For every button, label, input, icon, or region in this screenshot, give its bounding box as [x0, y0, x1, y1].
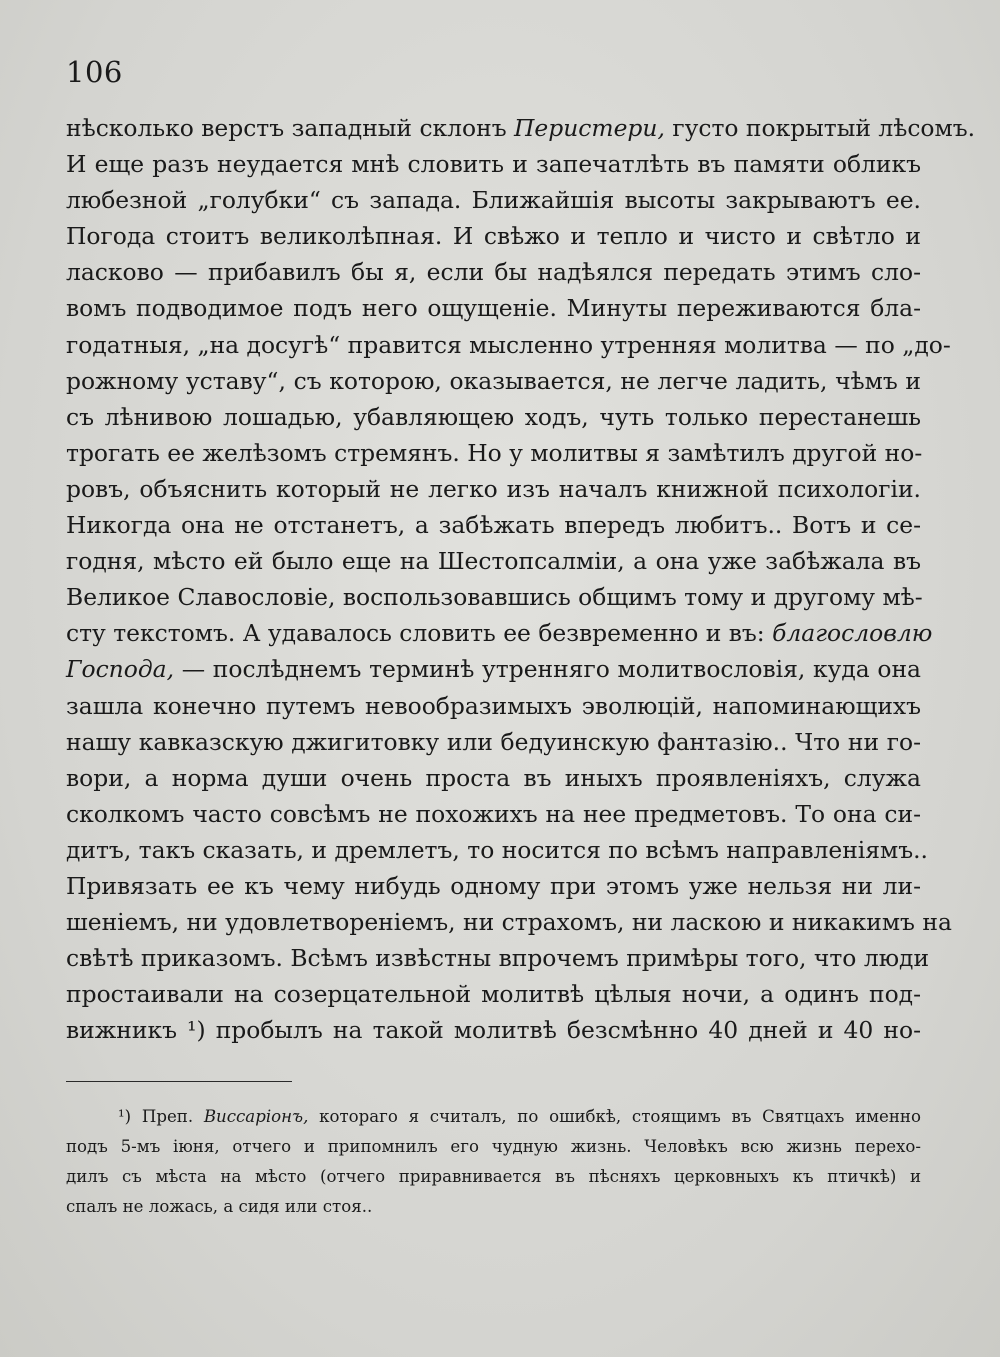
text-run: нѣсколько верстъ западный склонъ [66, 114, 515, 142]
text-run: рожному уставу“, съ которою, оказывается, не легче ладить, чѣмъ и [66, 366, 921, 395]
text-line [66, 688, 921, 724]
text-run: котораго я считалъ, по ошибкѣ, стоящимъ въ Святцахъ именно [308, 1107, 921, 1126]
text-line [66, 1012, 921, 1048]
text-line [66, 579, 921, 615]
text-line [66, 651, 921, 687]
text-run: подъ 5-мъ іюня, отчего и припомнилъ его чудную жизнь. Человѣкъ всю жизнь перехо- [66, 1137, 921, 1156]
text-line [66, 832, 928, 868]
text-line [66, 724, 921, 760]
text-run: густо покрытый лѣсомъ. [664, 114, 976, 142]
text-run: простаивали на созерцательной молитвѣ цѣлыя ночи, а одинъ под- [66, 980, 921, 1009]
text-line [66, 760, 921, 796]
text-run: шеніемъ, ни удовлетвореніемъ, ни страхомъ, ни ласкою и никакимъ на [66, 908, 952, 937]
text-line [66, 110, 976, 146]
text-run: дилъ съ мѣста на мѣсто (отчего приравнивается въ пѣсняхъ церковныхъ къ птичкѣ) и [66, 1167, 921, 1186]
text-run: нашу кавказскую джигитовку или бедуинскую фантазію.. Что ни го- [66, 727, 921, 756]
text-line [66, 290, 921, 326]
text-line [66, 615, 933, 651]
text-run: вижникъ ¹) пробылъ на такой молитвѣ безсмѣнно 40 дней и 40 но- [66, 1016, 921, 1045]
footnote-line [66, 1102, 921, 1132]
text-line [66, 254, 921, 290]
text-run: И еще разъ неудается мнѣ словить и запечатлѣть въ памяти обликъ [66, 150, 921, 179]
footnote-separator [66, 1081, 292, 1082]
text-line [66, 399, 921, 435]
text-line [66, 868, 921, 904]
text-line [66, 904, 952, 940]
text-line [66, 471, 921, 507]
text-line [66, 940, 930, 976]
text-line [66, 507, 921, 543]
text-line [66, 327, 951, 363]
text-run: Никогда она не отстанетъ, а забѣжать впередъ любитъ.. Вотъ и се- [66, 511, 921, 540]
footnote-line [66, 1132, 921, 1162]
italic-text: Господа, [66, 655, 175, 684]
text-line [66, 146, 921, 182]
text-line [66, 182, 921, 218]
main-text [66, 110, 976, 1048]
italic-text: благословлю [772, 619, 933, 648]
text-line [66, 976, 921, 1012]
text-line [66, 796, 921, 832]
text-run: ¹) Преп. [118, 1107, 204, 1126]
text-run: спалъ не ложась, а сидя или стоя.. [66, 1197, 373, 1216]
text-run: Погода стоитъ великолѣпная. И свѣжо и тепло и чисто и свѣтло и [66, 222, 921, 251]
text-line [66, 435, 921, 471]
text-run: вомъ подводимое подъ него ощущеніе. Минуты переживаются бла- [66, 294, 921, 323]
text-run: сколкомъ часто совсѣмъ не похожихъ на нее предметовъ. То она си- [66, 799, 921, 828]
text-line [66, 543, 921, 579]
text-run: дитъ, такъ сказать, и дремлетъ, то носится по всѣмъ направленіямъ.. [66, 835, 928, 864]
text-run: любезной „голубки“ съ запада. Ближайшія высоты закрываютъ ее. [66, 186, 921, 215]
text-run: трогать ее желѣзомъ стремянъ. Но у молитвы я замѣтилъ другой но- [66, 438, 923, 467]
page-number: 106 [66, 55, 123, 89]
text-run: съ лѣнивою лошадью, убавляющею ходъ, чуть только перестанешь [66, 402, 921, 431]
footnotes [66, 1102, 921, 1222]
text-run: — послѣднемъ терминѣ утренняго молитвословія, куда она [174, 655, 921, 684]
italic-text: Виссаріонъ, [203, 1107, 309, 1126]
text-run: годня, мѣсто ей было еще на Шестопсалміи, а она уже забѣжала въ [66, 547, 921, 576]
footnote-line [66, 1192, 921, 1222]
text-run: сту текстомъ. А удавалось словить ее безвременно и въ: [66, 619, 773, 648]
text-run: Привязать ее къ чему нибудь одному при этомъ уже нельзя ни ли- [66, 871, 921, 900]
italic-text: Перистери, [514, 114, 665, 142]
text-run: зашла конечно путемъ невообразимыхъ эволюцій, напоминающихъ [66, 691, 921, 720]
text-run: вори, а норма души очень проста въ иныхъ проявленіяхъ, служа [66, 763, 921, 792]
text-run: Великое Славословіе, воспользовавшись общимъ тому и другому мѣ- [66, 583, 923, 612]
text-line [66, 363, 921, 399]
text-run: ласково — прибавилъ бы я, если бы надѣялся передать этимъ сло- [66, 258, 921, 287]
text-run: ровъ, объяснить который не легко изъ началъ книжной психологіи. [66, 474, 921, 503]
text-line [66, 218, 921, 254]
text-run: свѣтѣ приказомъ. Всѣмъ извѣстны впрочемъ примѣры того, что люди [66, 944, 930, 973]
text-run: годатныя, „на досугѣ“ правится мысленно утренняя молитва — по „до- [66, 330, 951, 359]
footnote-line [66, 1162, 921, 1192]
